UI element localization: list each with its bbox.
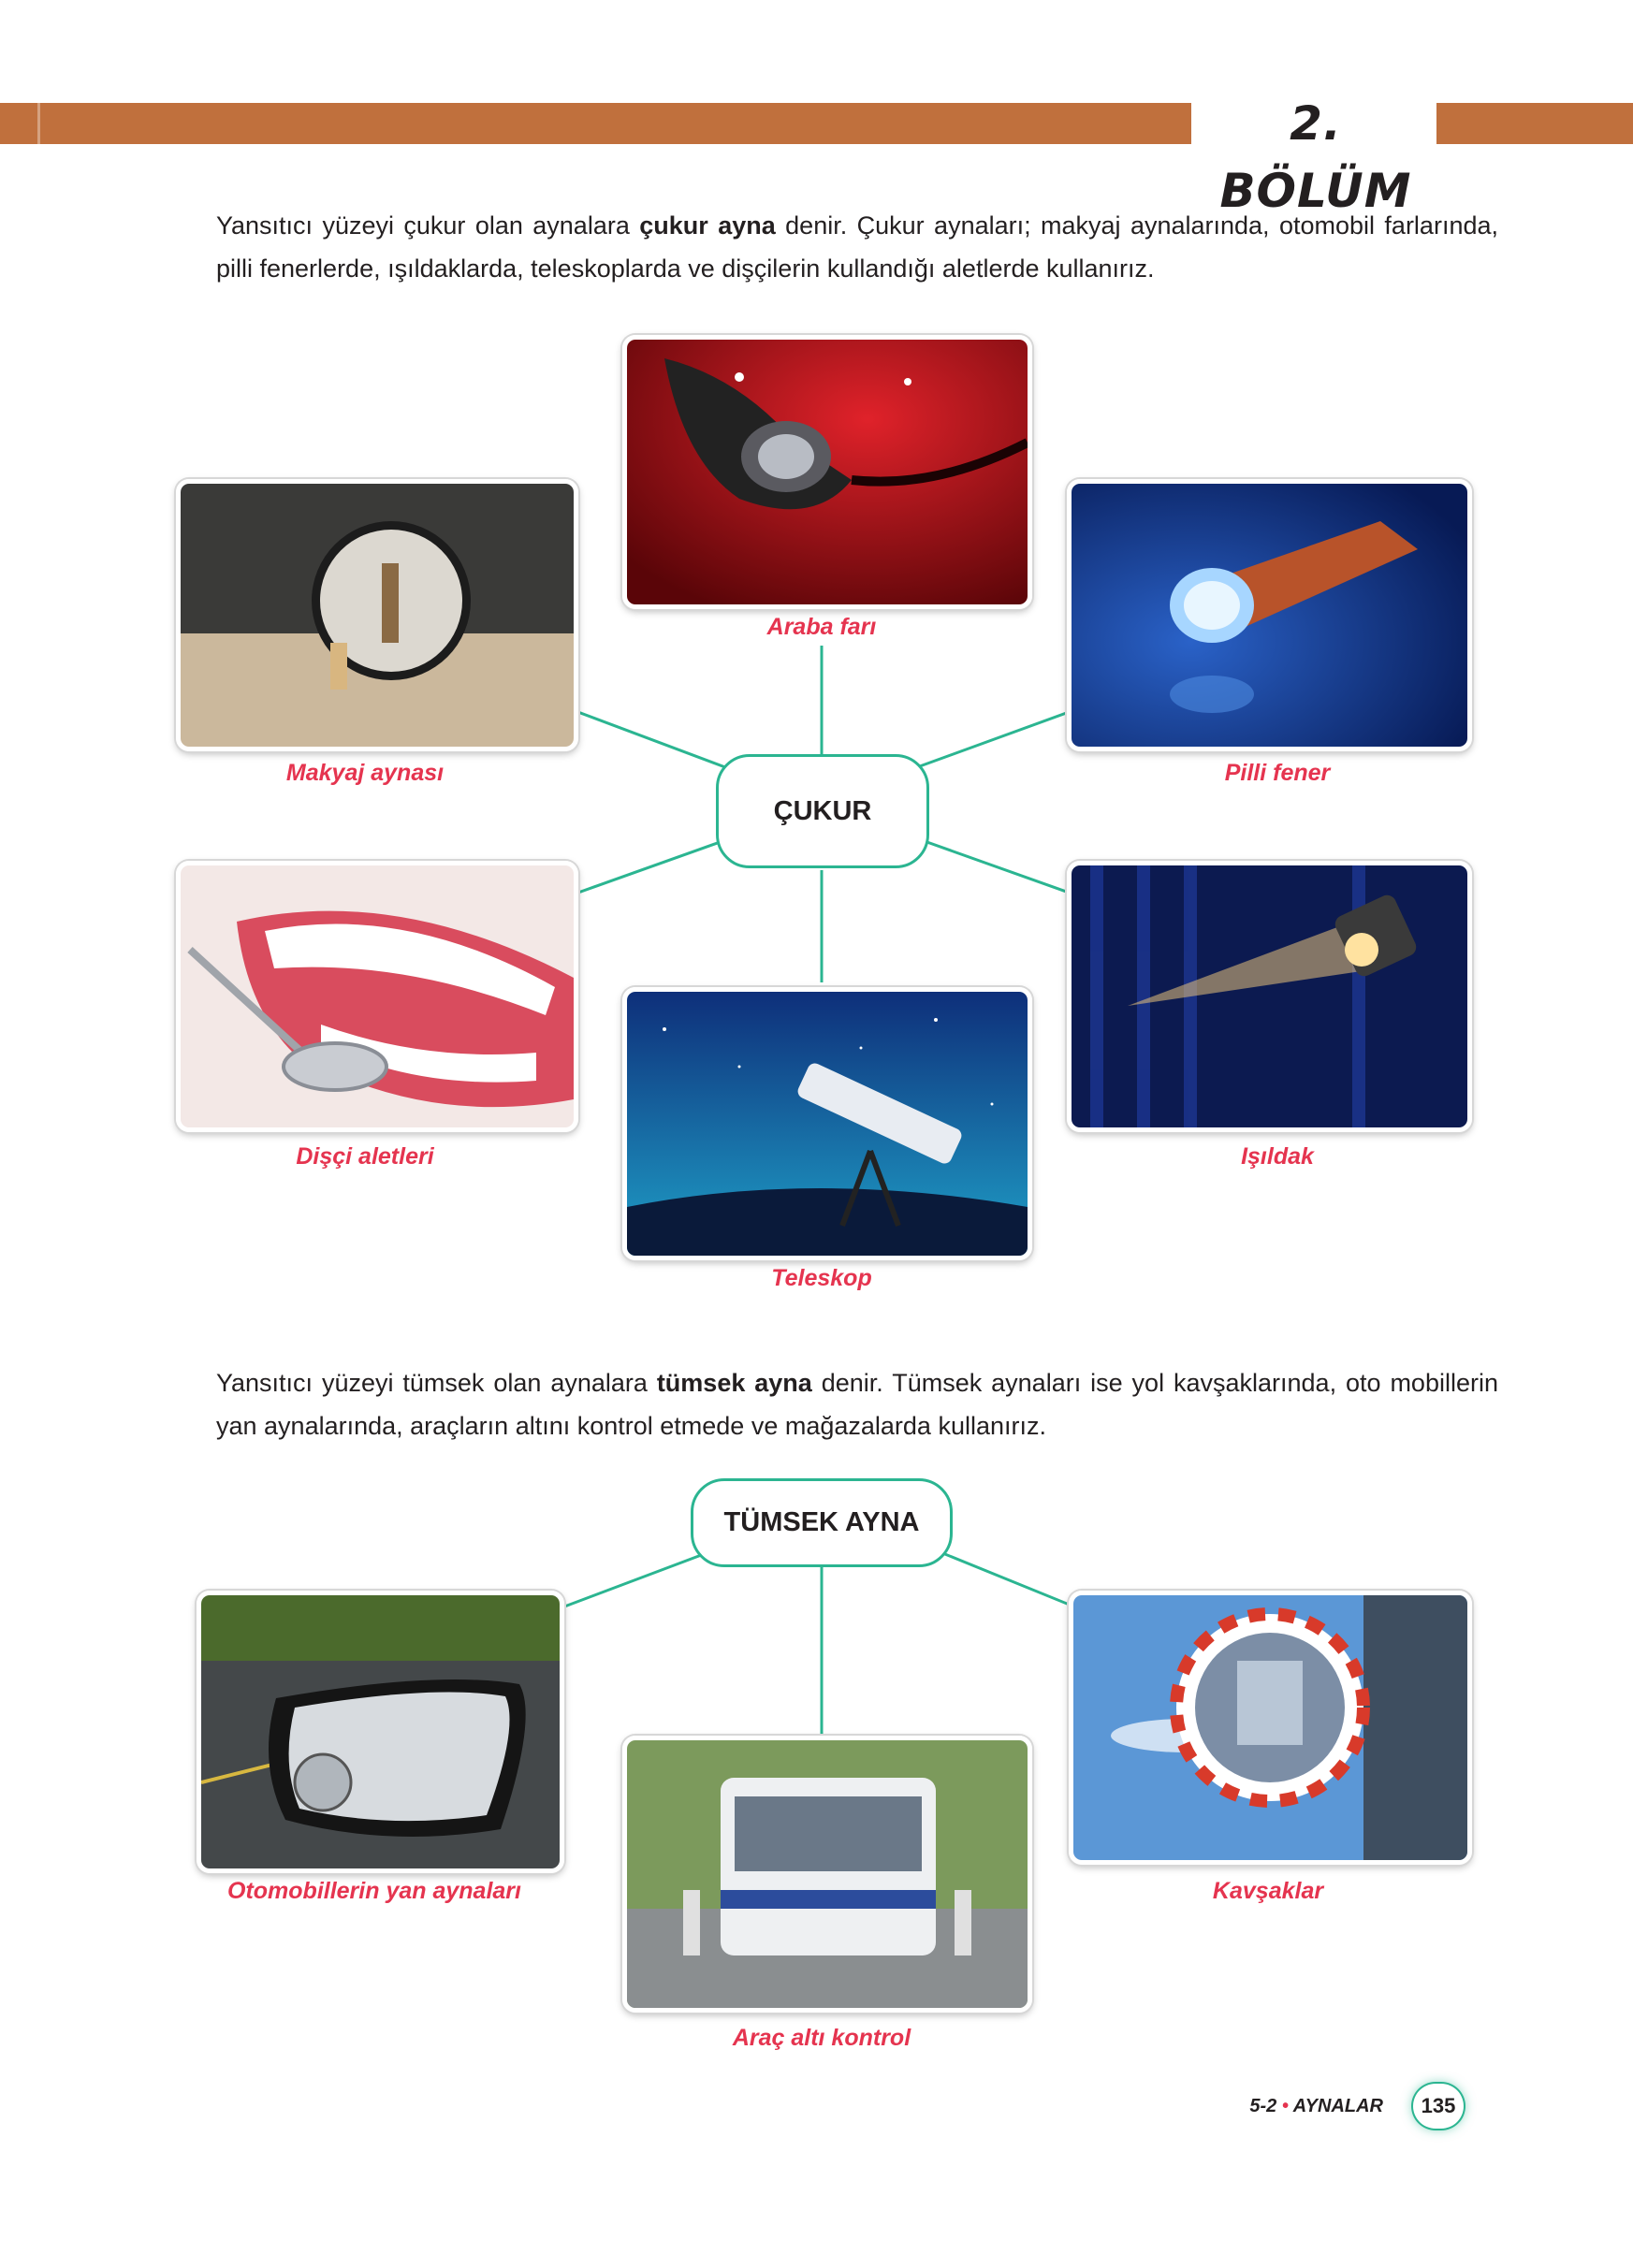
dental-mirror-icon (181, 865, 574, 1127)
side-mirror-icon (201, 1595, 560, 1868)
caption-otomobil-yan-aynalari: Otomobillerin yan aynaları (227, 1878, 521, 1904)
connector-kavsaklar (931, 1548, 1076, 1607)
flashlight-icon (1072, 484, 1467, 747)
telescope-photo (622, 987, 1032, 1260)
connector-pilli-fener (917, 711, 1072, 767)
caption-teleskop: Teleskop (771, 1265, 872, 1291)
concave-center-node: ÇUKUR (716, 754, 929, 868)
connector-makyaj-aynasi (576, 711, 725, 767)
chapter-title: 2. BÖLÜM (1219, 96, 1412, 218)
bus-inspection-photo (622, 1736, 1032, 2013)
connector-yan-ayna (552, 1551, 711, 1611)
bus-inspection-icon (627, 1740, 1028, 2008)
caption-araba-fari: Araba farı (766, 614, 877, 640)
car-headlight-photo (622, 335, 1032, 609)
spotlight-photo (1067, 861, 1472, 1132)
caption-arac-alti-kontrol: Araç altı kontrol (732, 2025, 911, 2051)
footer-section-label: 5-2 • AYNALAR (1249, 2096, 1383, 2116)
page-number: 135 (1413, 2084, 1464, 2129)
connector-disci-aletleri (576, 840, 725, 894)
caption-makyaj-aynasi: Makyaj aynası (285, 760, 445, 786)
convex-mirror-term: tümsek ayna (656, 1369, 812, 1397)
caption-isildak: Işıldak (1241, 1143, 1314, 1170)
telescope-icon (627, 992, 1028, 1256)
side-mirror-photo (197, 1591, 564, 1873)
traffic-mirror-photo (1069, 1591, 1472, 1865)
dental-tools-photo (176, 861, 578, 1132)
convex-center-node: TÜMSEK AYNA (691, 1478, 953, 1567)
caption-pilli-fener: Pilli fener (1224, 760, 1331, 786)
spotlight-icon (1072, 865, 1467, 1127)
car-headlight-icon (627, 340, 1028, 604)
traffic-mirror-icon (1073, 1595, 1467, 1860)
concave-mirror-term: çukur ayna (639, 211, 776, 240)
makeup-mirror-photo (176, 479, 578, 751)
flashlight-photo (1067, 479, 1472, 751)
connector-isildak (922, 840, 1072, 894)
caption-kavsaklar: Kavşaklar (1212, 1878, 1324, 1904)
caption-disci-aletleri: Dişçi aletleri (296, 1143, 434, 1170)
convex-mirror-paragraph: Yansıtıcı yüzeyi tümsek olan aynalara tümsek ayna denir. Tümsek aynaları ise yol kavşaklarında, oto mobillerin yan aynalarında, araçların altını kontrol etmede ve mağazalarda kullanırız. (216, 1369, 1498, 1440)
concave-mirror-paragraph: Yansıtıcı yüzeyi çukur olan aynalara çukur ayna denir. Çukur aynaları; makyaj aynalarında, otomobil farlarında, pilli fenerlerde, ışıldaklarda, teleskoplarda ve dişçilerin kullandığı aletlerde kullanırız. (216, 211, 1498, 283)
makeup-mirror-icon (181, 484, 574, 747)
